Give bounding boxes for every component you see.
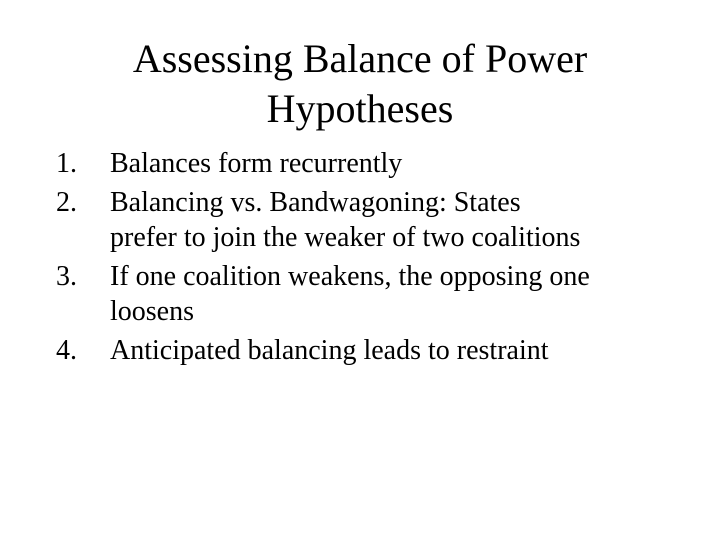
item-number: 2. (56, 187, 77, 218)
item-number: 3. (56, 261, 77, 292)
item-text: Balancing vs. Bandwagoning: States (110, 187, 521, 218)
slide-title-line-1: Assessing Balance of Power (132, 36, 588, 81)
item-text-continued: loosens (110, 296, 194, 327)
list-item (56, 259, 676, 329)
item-text: Anticipated balancing leads to restraint (110, 335, 549, 366)
item-text: If one coalition weakens, the opposing one (110, 261, 590, 292)
item-number: 1. (56, 148, 77, 179)
list-item (56, 185, 676, 255)
item-number: 4. (56, 335, 77, 366)
item-text: Balances form recurrently (110, 148, 403, 179)
list-item (56, 146, 676, 181)
slide-title (40, 34, 680, 134)
list-item (56, 333, 676, 368)
item-text-continued: prefer to join the weaker of two coalitions (110, 222, 581, 253)
slide-title-line-2: Hypotheses (266, 86, 454, 131)
hypotheses-list (56, 146, 676, 372)
